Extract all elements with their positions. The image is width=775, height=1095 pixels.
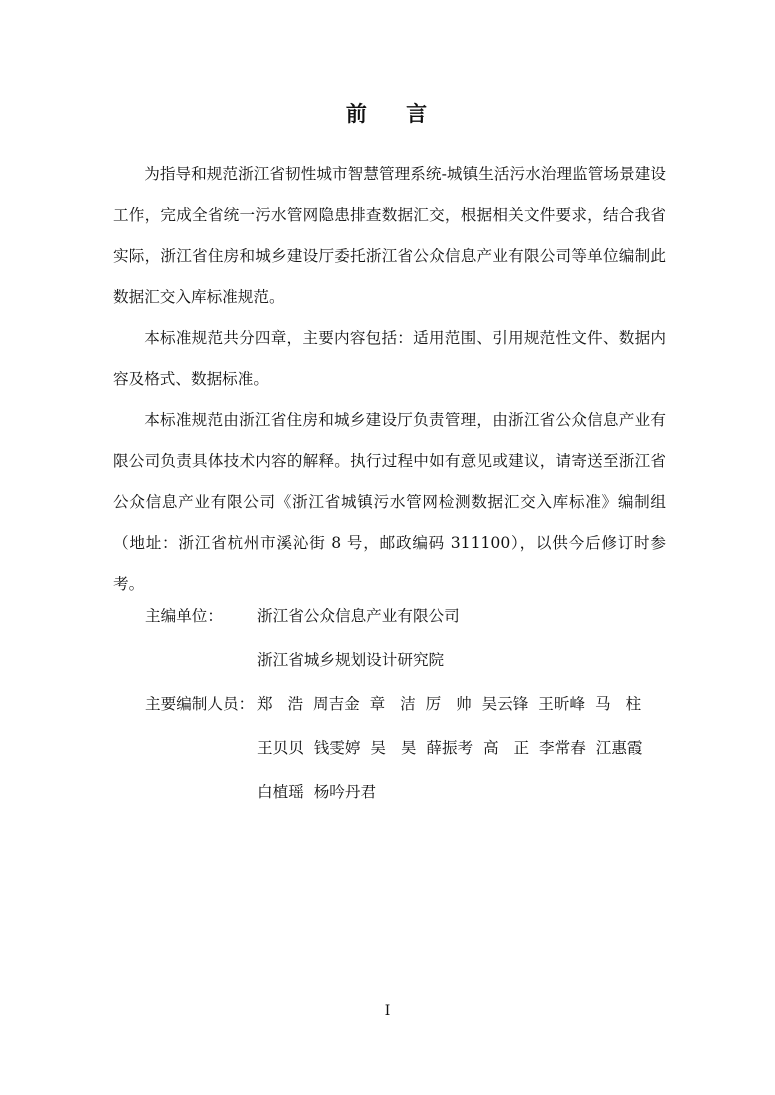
preface-paragraph-3: 本标准规范由浙江省住房和城乡建设厅负责管理，由浙江省公众信息产业有限公司负责具体技术内容的解释。执行过程中如有意见或建议，请寄送至浙江省公众信息产业有限公司《浙江省城镇污水管网检测数据汇交入库标准》编制组（地址：浙江省杭州市溪沁街 8 号，邮政编码 311100），以供今后修订时参考。: [113, 411, 666, 593]
chief-editor-1: 浙江省公众信息产业有限公司: [257, 607, 460, 625]
preface-body: [113, 154, 666, 605]
drafters-label: 主要编制人员：: [145, 695, 255, 713]
drafters-line-2: 王贝贝 钱雯婷 吴 昊 薛振考 高 正 李常春 江惠霞: [257, 739, 643, 757]
page-number: I: [384, 1003, 391, 1019]
drafters-line-1: 郑 浩 周吉金 章 洁 厉 帅 吴云锋 王昕峰 马 柱: [257, 695, 642, 713]
preface-paragraph-2: 本标准规范共分四章，主要内容包括：适用范围、引用规范性文件、数据内容及格式、数据标准。: [113, 329, 666, 388]
drafters-line-3: 白植瑶 杨吟丹君: [257, 783, 377, 801]
page-title: 前 言: [345, 101, 430, 126]
preface-paragraph-1: 为指导和规范浙江省韧性城市智慧管理系统-城镇生活污水治理监管场景建设工作，完成全省统一污水管网隐患排查数据汇交，根据相关文件要求，结合我省实际，浙江省住房和城乡建设厅委托浙江省公众信息产业有限公司等单位编制此数据汇交入库标准规范。: [113, 165, 666, 306]
chief-editor-2: 浙江省城乡规划设计研究院: [257, 651, 445, 669]
chief-editor-label: 主编单位：: [145, 607, 223, 625]
